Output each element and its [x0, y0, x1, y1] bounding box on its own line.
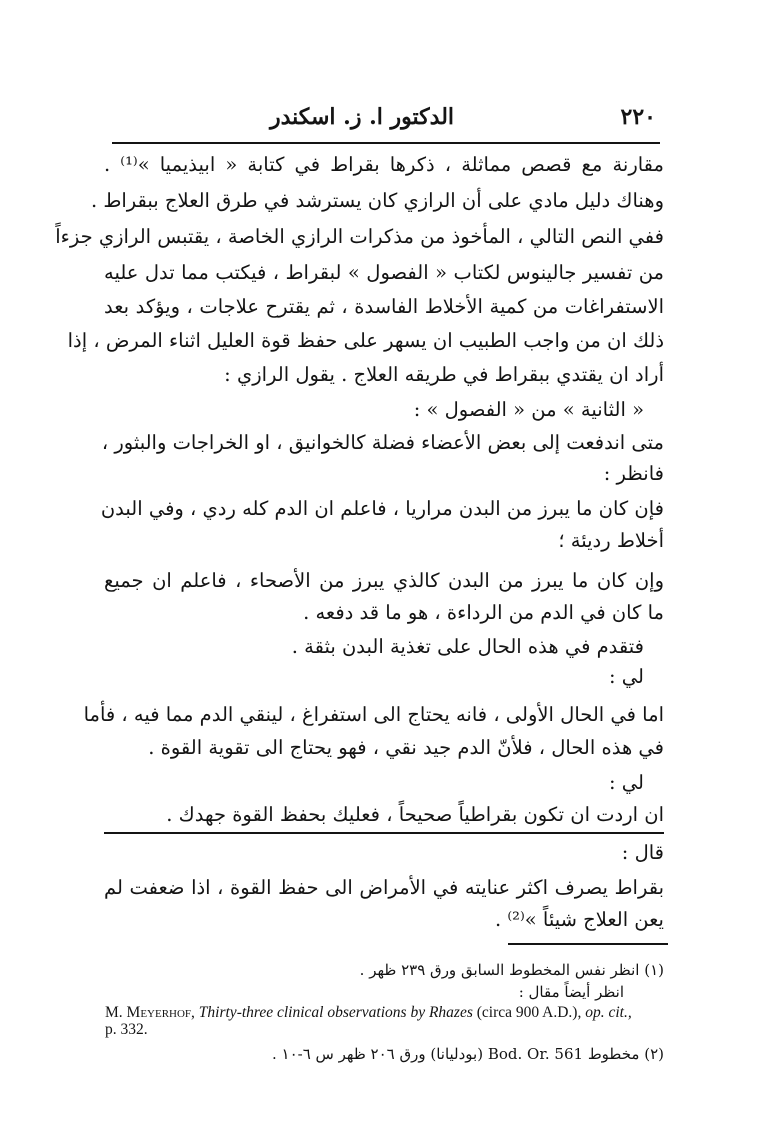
citation-title: Thirty-three clinical observations by Rhazes: [198, 1004, 473, 1021]
body-line: مقارنة مع قصص مماثلة ، ذكرها بقراط في كتابة « ابيذيميا »⁽¹⁾ .: [104, 153, 664, 176]
citation-date: (circa 900 A.D.),: [476, 1004, 582, 1021]
body-line: ذلك ان من واجب الطبيب ان يسهر على حفظ قوة العليل اثناء المرض ، إذا: [67, 329, 664, 352]
body-line: في هذه الحال ، فلأنّ الدم جيد نقي ، فهو يحتاج الى تقوية القوة .: [148, 736, 664, 759]
body-line: وهناك دليل مادي على أن الرازي كان يسترشد في طرق العلاج ببقراط .: [90, 189, 664, 212]
citation-pages: p. 332.: [105, 1021, 148, 1038]
footnote-1-cont: انظر أيضاً مقال :: [518, 983, 624, 1001]
citation-opcit: op. cit.,: [585, 1004, 632, 1021]
note-label: لي :: [609, 771, 644, 794]
footnote-1: (١) انظر نفس المخطوط السابق ورق ٢٣٩ ظهر .: [359, 961, 664, 979]
body-line: فتقدم في هذه الحال على تغذية البدن بثقة .: [291, 635, 644, 658]
header-rule: [112, 142, 660, 144]
page-header: [130, 102, 656, 136]
body-line: يعن العلاج شيئاً »⁽²⁾ .: [494, 908, 664, 931]
footnote-2: (٢) مخطوط Bod. Or. 561 (بودليانا) ورق ٢٠٦ ظهر س ٦-١٠ .: [271, 1045, 664, 1063]
body-line: ففي النص التالي ، المأخوذ من مذكرات الرازي الخاصة ، يقتبس الرازي جزءاً: [55, 225, 664, 248]
body-line: بقراط يصرف اكثر عنايته في الأمراض الى حفظ القوة ، اذا ضعفت لم: [104, 876, 664, 899]
body-line: ما كان في الدم من الرداءة ، هو ما قد دفعه .: [303, 601, 664, 624]
body-line: اما في الحال الأولى ، فانه يحتاج الى استفراغ ، لينقي الدم مما فيه ، فأما: [83, 703, 664, 726]
body-line: فانظر :: [603, 462, 664, 485]
footnote-rule: [508, 943, 668, 945]
citation-author: M. Meyerhof,: [105, 1004, 195, 1021]
running-head: الدكتور ا. ز. اسكندر: [270, 104, 455, 130]
page-number: ٢٢٠: [620, 104, 656, 130]
note-label: لي :: [609, 665, 644, 688]
highlighted-quote: ان اردت ان تكون بقراطياً صحيحاً ، فعليك بحفظ القوة جهدك .: [104, 800, 664, 834]
body-line: أراد ان يقتدي ببقراط في طريقه العلاج . يقول الرازي :: [224, 363, 664, 386]
body-line: أخلاط رديئة ؛: [558, 529, 664, 552]
body-line: الاستفراغات من كمية الأخلاط الفاسدة ، ثم يقترح علاجات ، ويؤكد بعد: [104, 295, 664, 318]
body-line: متى اندفعت إلى بعض الأعضاء فضلة كالخوانيق ، او الخراجات والبثور ،: [101, 431, 664, 454]
body-line: وإن كان ما يبرز من البدن كالذي يبرز من الأصحاء ، فاعلم ان جميع: [104, 569, 664, 592]
quote-heading: « الثانية » من « الفصول » :: [413, 398, 644, 421]
quote-label: قال :: [621, 841, 664, 864]
body-line: فإن كان ما يبرز من البدن مراريا ، فاعلم ان الدم كله ردي ، وفي البدن: [100, 497, 664, 520]
body-line: من تفسير جالينوس لكتاب « الفصول » لبقراط ، فيكتب مما تدل عليه: [104, 261, 664, 284]
